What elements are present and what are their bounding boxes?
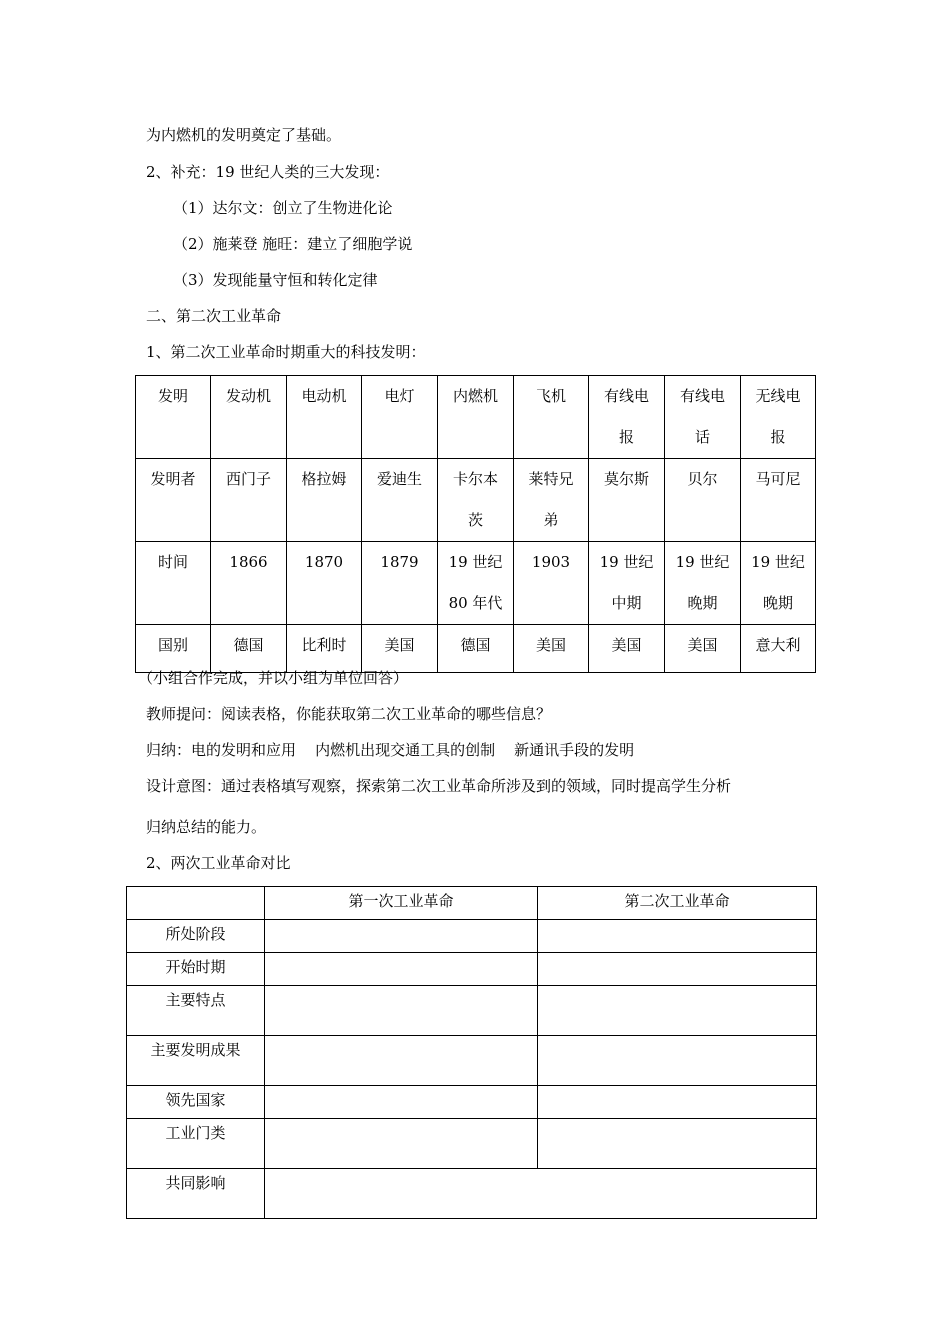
table-cell: 19 世纪晚期 (741, 542, 816, 625)
empty-cell[interactable] (538, 1119, 817, 1169)
empty-cell[interactable] (265, 920, 538, 953)
table-row (127, 1119, 817, 1169)
table-cell: 西门子 (211, 459, 287, 542)
section-heading-2: 二、第二次工业革命 (146, 307, 282, 325)
table-row (136, 376, 816, 459)
empty-cell[interactable] (265, 953, 538, 986)
inventions-table (135, 375, 816, 673)
table-header-cell: 第一次工业革命 (265, 887, 538, 920)
table-cell: 发明 (136, 376, 211, 459)
summary: 归纳：电的发明和应用 内燃机出现交通工具的创制 新通讯手段的发明 (146, 741, 635, 759)
row-label: 领先国家 (127, 1086, 265, 1119)
table-cell: 格拉姆 (287, 459, 362, 542)
revolution-comparison-table (126, 886, 817, 1219)
empty-cell[interactable] (265, 1119, 538, 1169)
table-cell: 莫尔斯 (589, 459, 665, 542)
table-cell: 19 世纪中期 (589, 542, 665, 625)
paragraph-7: 1、第二次工业革命时期重大的科技发明： (146, 343, 426, 361)
row-label: 主要特点 (127, 986, 265, 1036)
empty-cell[interactable] (538, 1086, 817, 1119)
row-label: 所处阶段 (127, 920, 265, 953)
table-header-cell: 第二次工业革命 (538, 887, 817, 920)
table-cell: 美国 (362, 625, 438, 673)
row-label: 工业门类 (127, 1119, 265, 1169)
table-cell: 有线电报 (589, 376, 665, 459)
table-cell: 德国 (211, 625, 287, 673)
table-cell: 19 世纪 80 年代 (438, 542, 514, 625)
row-label: 开始时期 (127, 953, 265, 986)
table-cell: 比利时 (287, 625, 362, 673)
table-row (127, 887, 817, 920)
table-cell: 发动机 (211, 376, 287, 459)
section-comparison-heading: 2、两次工业革命对比 (146, 854, 291, 872)
table-cell: 国别 (136, 625, 211, 673)
design-intent-line-1: 设计意图：通过表格填写观察，探索第二次工业革命所涉及到的领域，同时提高学生分析 (146, 777, 732, 795)
paragraph-5: （3）发现能量守恒和转化定律 (173, 271, 378, 289)
paragraph-1: 为内燃机的发明奠定了基础。 (146, 126, 342, 144)
table-cell: 无线电报 (741, 376, 816, 459)
table-row (127, 986, 817, 1036)
table-cell: 马可尼 (741, 459, 816, 542)
empty-cell[interactable] (265, 1036, 538, 1086)
empty-cell[interactable] (265, 1169, 817, 1219)
table-cell: 电灯 (362, 376, 438, 459)
table-row (136, 542, 816, 625)
teacher-question: 教师提问：阅读表格，你能获取第二次工业革命的哪些信息？ (146, 705, 552, 723)
row-label: 主要发明成果 (127, 1036, 265, 1086)
table-cell: 美国 (665, 625, 741, 673)
table-cell: 意大利 (741, 625, 816, 673)
table-cell: 发明者 (136, 459, 211, 542)
table-cell: 爱迪生 (362, 459, 438, 542)
paragraph-2: 2、补充：19 世纪人类的三大发现： (146, 163, 390, 181)
table-cell: 莱特兄弟 (514, 459, 589, 542)
table-row (127, 1169, 817, 1219)
empty-cell[interactable] (538, 920, 817, 953)
table-cell: 1879 (362, 542, 438, 625)
table-cell: 1903 (514, 542, 589, 625)
design-intent-line-2: 归纳总结的能力。 (146, 818, 267, 836)
table-cell: 时间 (136, 542, 211, 625)
table-cell: 19 世纪晚期 (665, 542, 741, 625)
table-row (127, 920, 817, 953)
table-cell: 德国 (438, 625, 514, 673)
paragraph-3: （1）达尔文：创立了生物进化论 (173, 199, 393, 217)
table-row (127, 953, 817, 986)
table-cell: 1870 (287, 542, 362, 625)
table-cell: 飞机 (514, 376, 589, 459)
paragraph-4: （2）施莱登 施旺：建立了细胞学说 (173, 235, 413, 253)
empty-cell[interactable] (538, 986, 817, 1036)
empty-cell[interactable] (265, 986, 538, 1036)
table-cell: 美国 (514, 625, 589, 673)
table-cell: 1866 (211, 542, 287, 625)
table-cell: 贝尔 (665, 459, 741, 542)
table-cell: 内燃机 (438, 376, 514, 459)
group-note: （小组合作完成，并以小组为单位回答） (138, 669, 409, 687)
empty-cell[interactable] (538, 1036, 817, 1086)
table-cell: 美国 (589, 625, 665, 673)
empty-cell[interactable] (265, 1086, 538, 1119)
row-label: 共同影响 (127, 1169, 265, 1219)
table-cell: 卡尔本茨 (438, 459, 514, 542)
table-row (127, 1086, 817, 1119)
table-row (127, 1036, 817, 1086)
empty-cell[interactable] (538, 953, 817, 986)
table-cell: 电动机 (287, 376, 362, 459)
table-row (136, 459, 816, 542)
table-row (136, 625, 816, 673)
table-cell: 有线电话 (665, 376, 741, 459)
table-header-cell (127, 887, 265, 920)
